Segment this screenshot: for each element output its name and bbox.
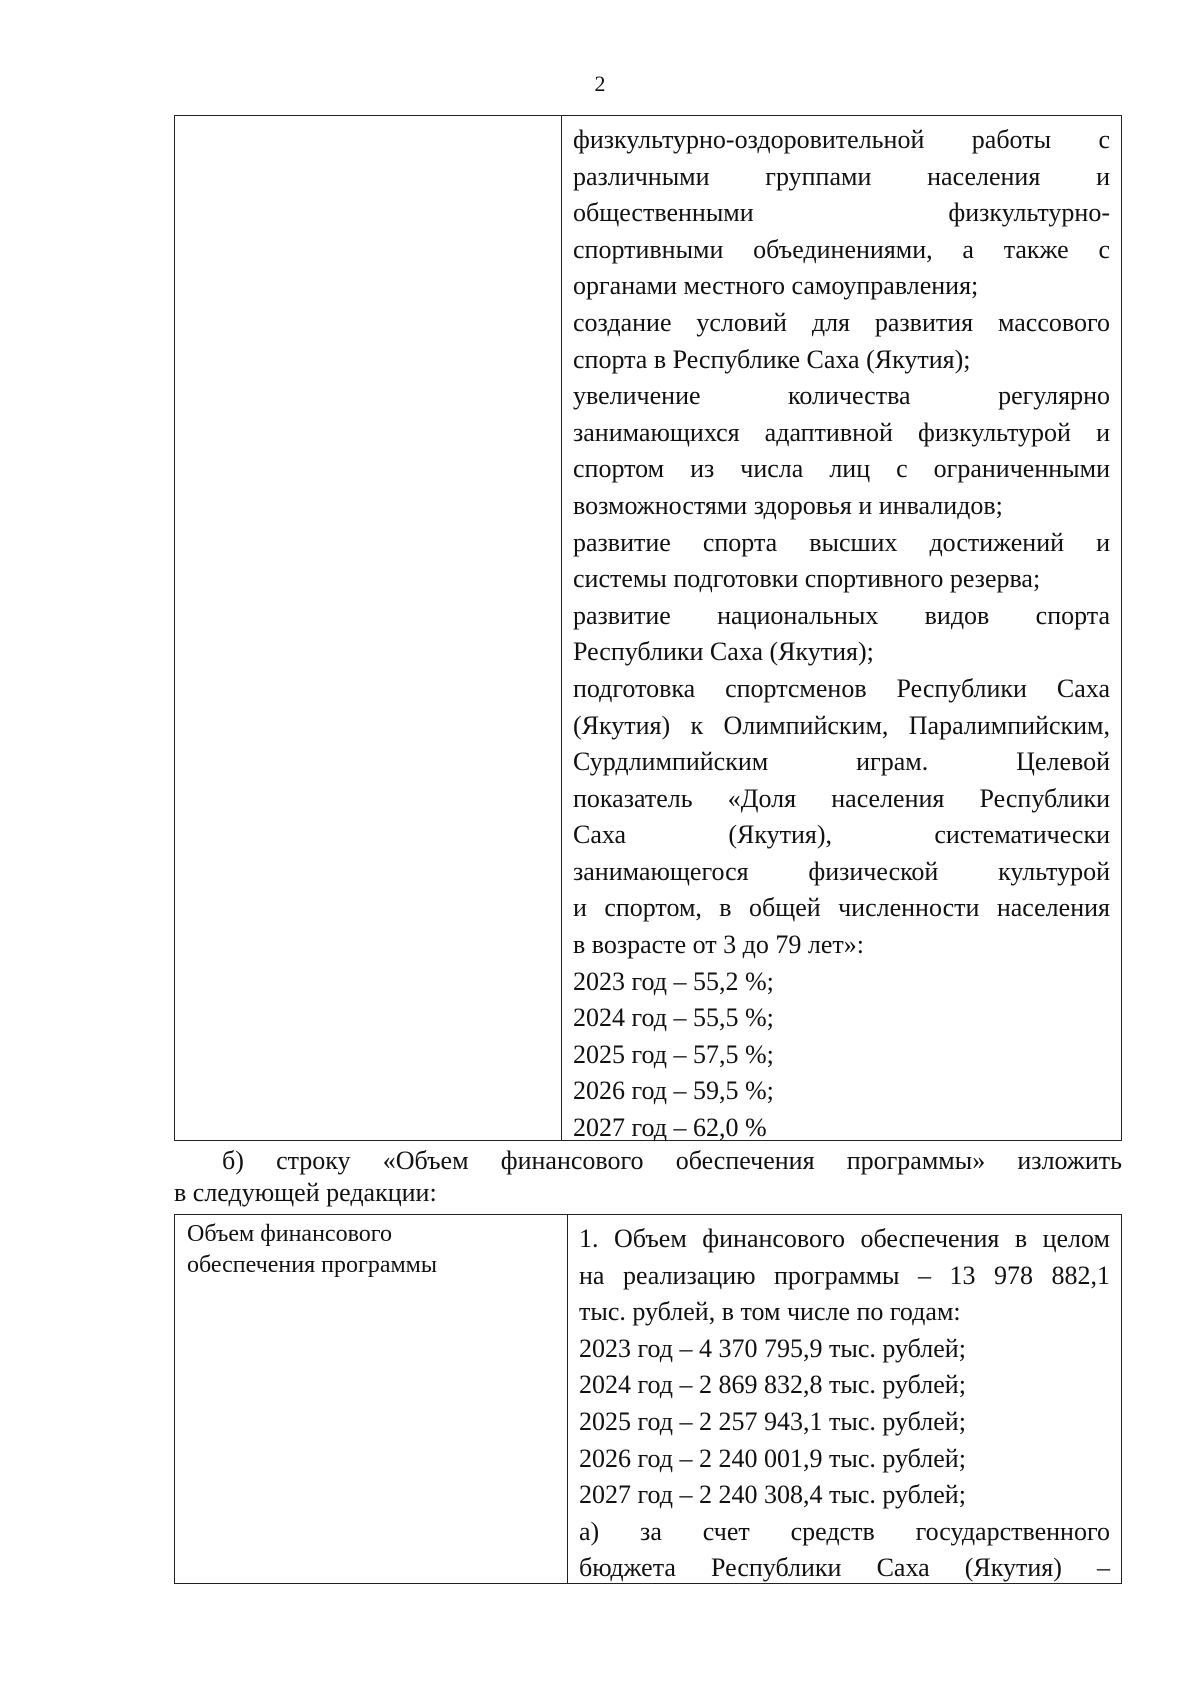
goals-text-line: Сурдлимпийским играм. Целевой xyxy=(573,747,1110,777)
goals-text-line: 2025 год – 57,5 %; xyxy=(573,1039,774,1069)
goals-text-line: увеличение количества регулярно xyxy=(573,381,1110,411)
table-financing xyxy=(174,1214,1122,1584)
column-divider xyxy=(567,1215,568,1583)
financing-text-line: 1. Объем финансового обеспечения в целом xyxy=(579,1224,1110,1253)
goals-text-line: спортом из числа лиц с ограниченными xyxy=(573,454,1110,484)
goals-text-line: Саха (Якутия), систематически xyxy=(573,820,1110,850)
goals-text-line: спорта в Республике Саха (Якутия); xyxy=(573,344,971,374)
goals-text-line: системы подготовки спортивного резерва; xyxy=(573,564,1041,594)
goals-text-line: физкультурно-оздоровительной работы с xyxy=(573,125,1110,154)
goals-text-line: в возрасте от 3 до 79 лет»: xyxy=(573,930,864,960)
financing-text-line: 2027 год – 2 240 308,4 тыс. рублей; xyxy=(579,1480,966,1510)
financing-text-line: а) за счет средств государственного xyxy=(579,1516,1110,1546)
goals-text-line: показатель «Доля населения Республики xyxy=(573,783,1110,813)
page-number: 2 xyxy=(594,71,606,96)
goals-text-line: 2027 год – 62,0 % xyxy=(573,1113,767,1143)
amendment-line-2: в следующей редакции: xyxy=(174,1178,437,1207)
financing-text-line: тыс. рублей, в том числе по годам: xyxy=(579,1297,961,1327)
financing-text-line: 2024 год – 2 869 832,8 тыс. рублей; xyxy=(579,1370,966,1400)
goals-text-line: и спортом, в общей численности населения xyxy=(573,893,1110,923)
financing-text-line: 2026 год – 2 240 001,9 тыс. рублей; xyxy=(579,1443,966,1473)
goals-text-line: различными группами населения и xyxy=(573,161,1110,191)
financing-text-cell xyxy=(579,1221,1110,1587)
goals-text-cell xyxy=(573,122,1110,1147)
goals-text-line: спортивными объединениями, а также с xyxy=(573,234,1110,264)
goals-text-line: создание условий для развития массового xyxy=(573,307,1110,337)
financing-text-line: 2025 год – 2 257 943,1 тыс. рублей; xyxy=(579,1406,966,1436)
goals-text-line: 2026 год – 59,5 %; xyxy=(573,1076,774,1106)
goals-text-line: развитие национальных видов спорта xyxy=(573,600,1110,630)
financing-text-line: на реализацию программы – 13 978 882,1 xyxy=(579,1260,1110,1290)
amendment-paragraph xyxy=(174,1145,1122,1209)
table-goals xyxy=(174,115,1122,1141)
financing-text-line: бюджета Республики Саха (Якутия) – xyxy=(579,1553,1110,1583)
goals-text-line: общественными физкультурно- xyxy=(573,198,1110,228)
column-divider xyxy=(561,116,562,1140)
goals-text-line: 2023 год – 55,2 %; xyxy=(573,966,774,996)
amendment-line-1: б) строку «Объем финансового обеспечения программы» изложить xyxy=(222,1146,1122,1175)
financing-text-line: 2023 год – 4 370 795,9 тыс. рублей; xyxy=(579,1333,966,1363)
goals-text-line: подготовка спортсменов Республики Саха xyxy=(573,673,1110,703)
goals-text-line: занимающихся адаптивной физкультурой и xyxy=(573,417,1110,447)
goals-text-line: органами местного самоуправления; xyxy=(573,271,979,301)
goals-text-line: 2024 год – 55,5 %; xyxy=(573,1003,774,1033)
goals-text-line: Республики Саха (Якутия); xyxy=(573,637,874,667)
financing-label-cell xyxy=(187,1219,557,1281)
financing-label-line: Объем финансового xyxy=(187,1221,392,1247)
financing-label-line: обеспечения программы xyxy=(187,1252,437,1278)
goals-text-line: (Якутия) к Олимпийским, Паралимпийским, xyxy=(573,710,1110,740)
goals-text-line: возможностями здоровья и инвалидов; xyxy=(573,490,1003,520)
goals-text-line: развитие спорта высших достижений и xyxy=(573,527,1110,557)
goals-text-line: занимающегося физической культурой xyxy=(573,856,1110,886)
